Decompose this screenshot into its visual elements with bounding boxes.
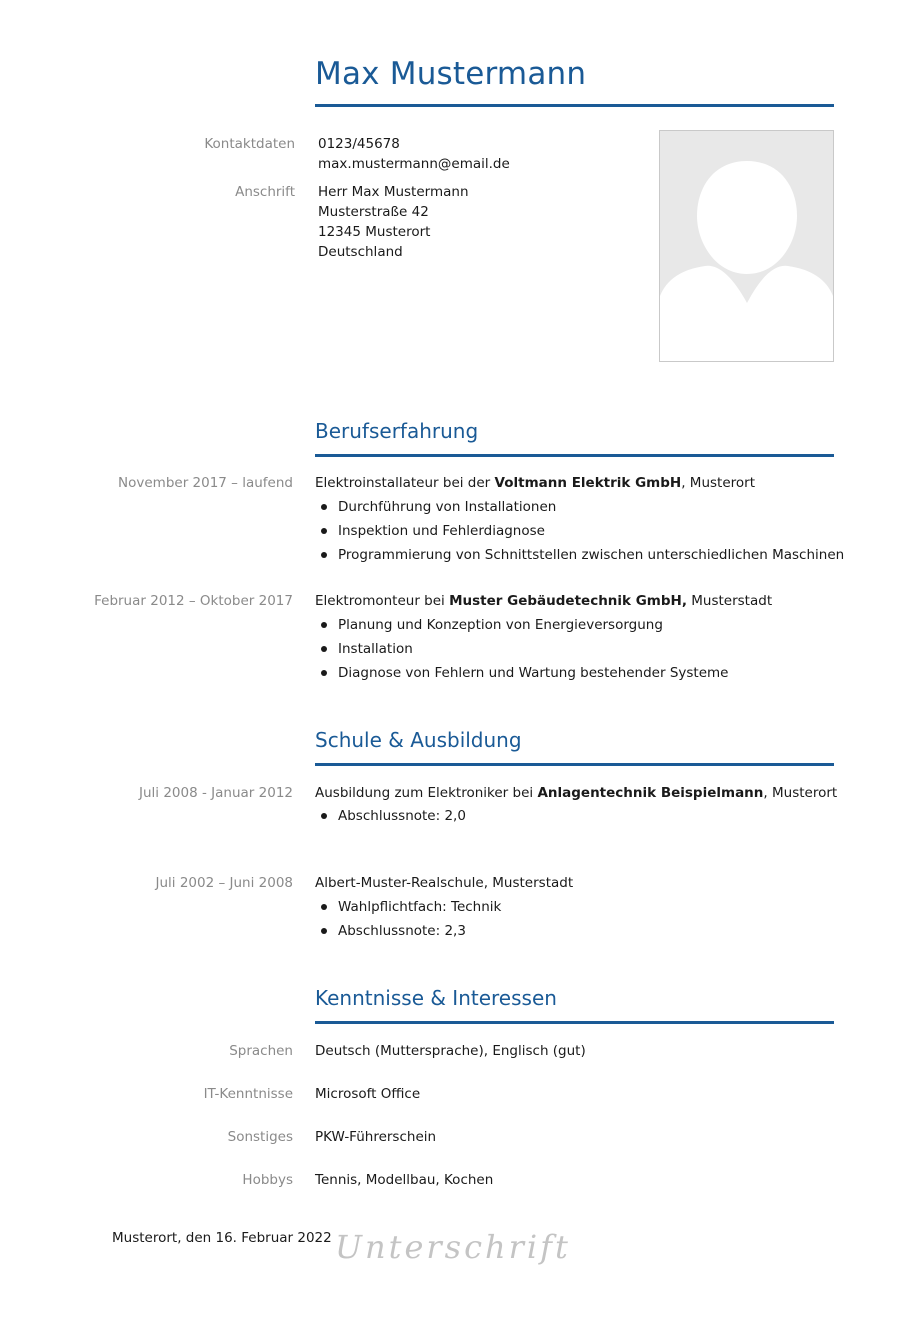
section-rule xyxy=(315,1021,834,1024)
phone-number: 0123/45678 xyxy=(318,136,400,152)
list-item: Durchführung von Installationen xyxy=(315,495,844,519)
signature: Unterschrift xyxy=(335,1228,571,1266)
company-name: Anlagentechnik Beispielmann xyxy=(537,785,764,801)
list-item: Inspektion und Fehlerdiagnose xyxy=(315,519,844,543)
company-name: Muster Gebäudetechnik GmbH, xyxy=(449,593,687,609)
section-title-kenntnisse: Kenntnisse & Interessen xyxy=(315,986,557,1010)
place-date: Musterort, den 16. Februar 2022 xyxy=(112,1230,332,1246)
section-title-ausbildung: Schule & Ausbildung xyxy=(315,728,522,752)
skill-value: Tennis, Modellbau, Kochen xyxy=(315,1172,494,1188)
skill-label: Sonstiges xyxy=(227,1129,293,1145)
list-item: Abschlussnote: 2,0 xyxy=(315,804,466,828)
contact-label: Kontaktdaten xyxy=(204,136,295,152)
entry-date: November 2017 – laufend xyxy=(118,475,293,491)
entry-heading: Elektromonteur bei Muster Gebäudetechnik GmbH, Musterstadt xyxy=(315,593,773,609)
address-line: Musterstraße 42 xyxy=(318,204,429,220)
entry-date: Juli 2002 – Juni 2008 xyxy=(155,875,293,891)
address-line: Deutschland xyxy=(318,244,403,260)
email-address: max.mustermann@email.de xyxy=(318,156,510,172)
list-item: Programmierung von Schnittstellen zwischen unterschiedlichen Maschinen xyxy=(315,543,844,567)
company-name: Voltmann Elektrik GmbH xyxy=(494,475,682,491)
entry-bullets xyxy=(315,495,844,567)
skill-label: Hobbys xyxy=(242,1172,293,1188)
list-item: Installation xyxy=(315,637,728,661)
entry-bullets xyxy=(315,613,728,685)
section-rule xyxy=(315,763,834,766)
entry-heading: Albert-Muster-Realschule, Musterstadt xyxy=(315,875,574,891)
entry-bullets xyxy=(315,895,501,943)
section-title-berufserfahrung: Berufserfahrung xyxy=(315,419,479,443)
list-item: Abschlussnote: 2,3 xyxy=(315,919,501,943)
skill-label: Sprachen xyxy=(229,1043,293,1059)
profile-photo xyxy=(659,130,834,362)
entry-heading: Elektroinstallateur bei der Voltmann Elektrik GmbH, Musterort xyxy=(315,475,755,491)
person-silhouette-icon xyxy=(660,131,833,361)
entry-date: Februar 2012 – Oktober 2017 xyxy=(94,593,293,609)
address-line: 12345 Musterort xyxy=(318,224,431,240)
skill-value: PKW-Führerschein xyxy=(315,1129,437,1145)
address-label: Anschrift xyxy=(235,184,295,200)
entry-bullets xyxy=(315,804,466,828)
entry-heading: Ausbildung zum Elektroniker bei Anlagentechnik Beispielmann, Musterort xyxy=(315,785,838,801)
skill-label: IT-Kenntnisse xyxy=(203,1086,293,1102)
skill-value: Microsoft Office xyxy=(315,1086,421,1102)
list-item: Wahlpflichtfach: Technik xyxy=(315,895,501,919)
list-item: Planung und Konzeption von Energieversorgung xyxy=(315,613,728,637)
skill-value: Deutsch (Muttersprache), Englisch (gut) xyxy=(315,1043,586,1059)
header-rule xyxy=(315,104,834,107)
list-item: Diagnose von Fehlern und Wartung bestehender Systeme xyxy=(315,661,728,685)
entry-date: Juli 2008 - Januar 2012 xyxy=(139,785,293,801)
section-rule xyxy=(315,454,834,457)
address-line: Herr Max Mustermann xyxy=(318,184,469,200)
page-title: Max Mustermann xyxy=(315,56,587,92)
